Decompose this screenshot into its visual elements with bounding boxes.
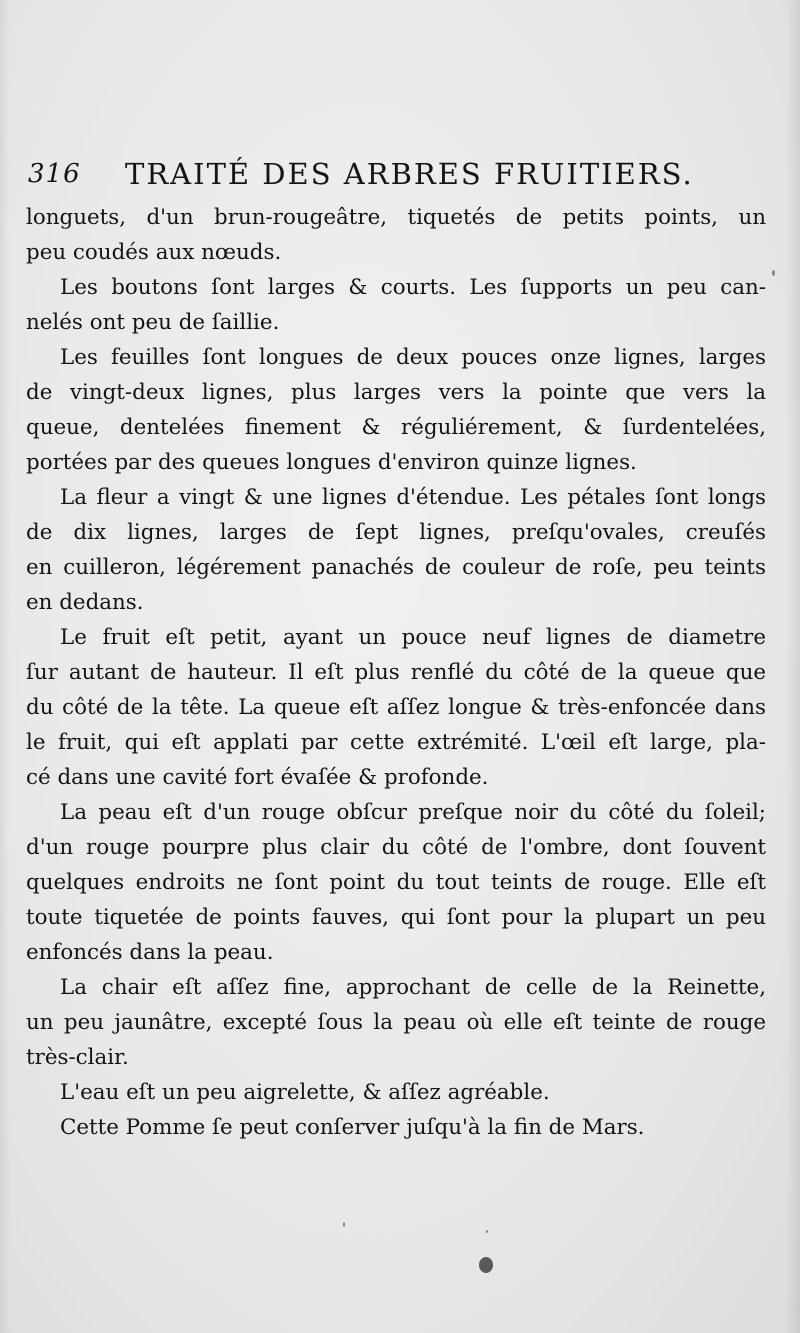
page-shadow-right [786,0,800,1333]
text-line: Le fruit eſt petit, ayant un pouce neuf lignes de diametre [60,625,766,650]
ink-speck [479,1257,493,1273]
text-line: queue, dentelées finement & réguliérement, & ſurdentelées, [26,415,766,440]
text-line: en cuilleron, légérement panachés de couleur de roſe, peu teints [26,555,766,580]
text-line: d'un rouge pourpre plus clair du côté de l'ombre, dont ſouvent [26,835,766,860]
text-line: le fruit, qui eſt applati par cette extrémité. L'œil eſt large, pla- [26,730,766,755]
ink-speck [486,1230,488,1233]
page-shadow-left [0,0,10,1333]
running-head: TRAITÉ DES ARBRES FRUITIERS. [125,157,694,191]
page-header [28,155,768,199]
text-line: La peau eſt d'un rouge obſcur preſque noir du côté du ſoleil; [60,800,766,825]
text-line: peu coudés aux nœuds. [26,240,282,265]
text-line: de dix lignes, larges de ſept lignes, preſqu'ovales, creuſés [26,520,766,545]
text-line: nelés ont peu de ſaillie. [26,310,280,335]
text-line: longuets, d'un brun-rougeâtre, tiquetés de petits points, un [26,205,766,230]
text-line: un peu jaunâtre, excepté ſous la peau où elle eſt teinte de rouge [26,1010,766,1035]
text-line: enfoncés dans la peau. [26,940,274,965]
body-text [26,200,766,1145]
text-line: ſur autant de hauteur. Il eſt plus renflé du côté de la queue que [26,660,766,685]
text-line: portées par des queues longues d'environ quinze lignes. [26,450,637,475]
text-line: Les feuilles ſont longues de deux pouces onze lignes, larges [60,345,766,370]
text-line: La fleur a vingt & une lignes d'étendue. Les pétales ſont longs [60,485,766,510]
text-line: de vingt-deux lignes, plus larges vers la pointe que vers la [26,380,766,405]
text-line: Les boutons ſont larges & courts. Les ſupports un peu can- [60,275,766,300]
text-line: du côté de la tête. La queue eſt aſſez longue & très-enfoncée dans [26,695,766,720]
ink-speck [343,1222,345,1227]
text-line: Cette Pomme ſe peut conſerver juſqu'à la fin de Mars. [60,1115,645,1140]
ink-speck [772,270,775,276]
text-line: cé dans une cavité fort évaſée & profonde. [26,765,489,790]
text-line: toute tiquetée de points fauves, qui ſont pour la plupart un peu [26,905,766,930]
text-line: en dedans. [26,590,144,615]
text-line: quelques endroits ne ſont point du tout teints de rouge. Elle eſt [26,870,766,895]
text-line: La chair eſt aſſez fine, approchant de celle de la Reinette, [60,975,766,1000]
text-line: L'eau eſt un peu aigrelette, & aſſez agréable. [60,1080,550,1105]
page-number: 316 [28,159,81,189]
text-line: très-clair. [26,1045,129,1070]
